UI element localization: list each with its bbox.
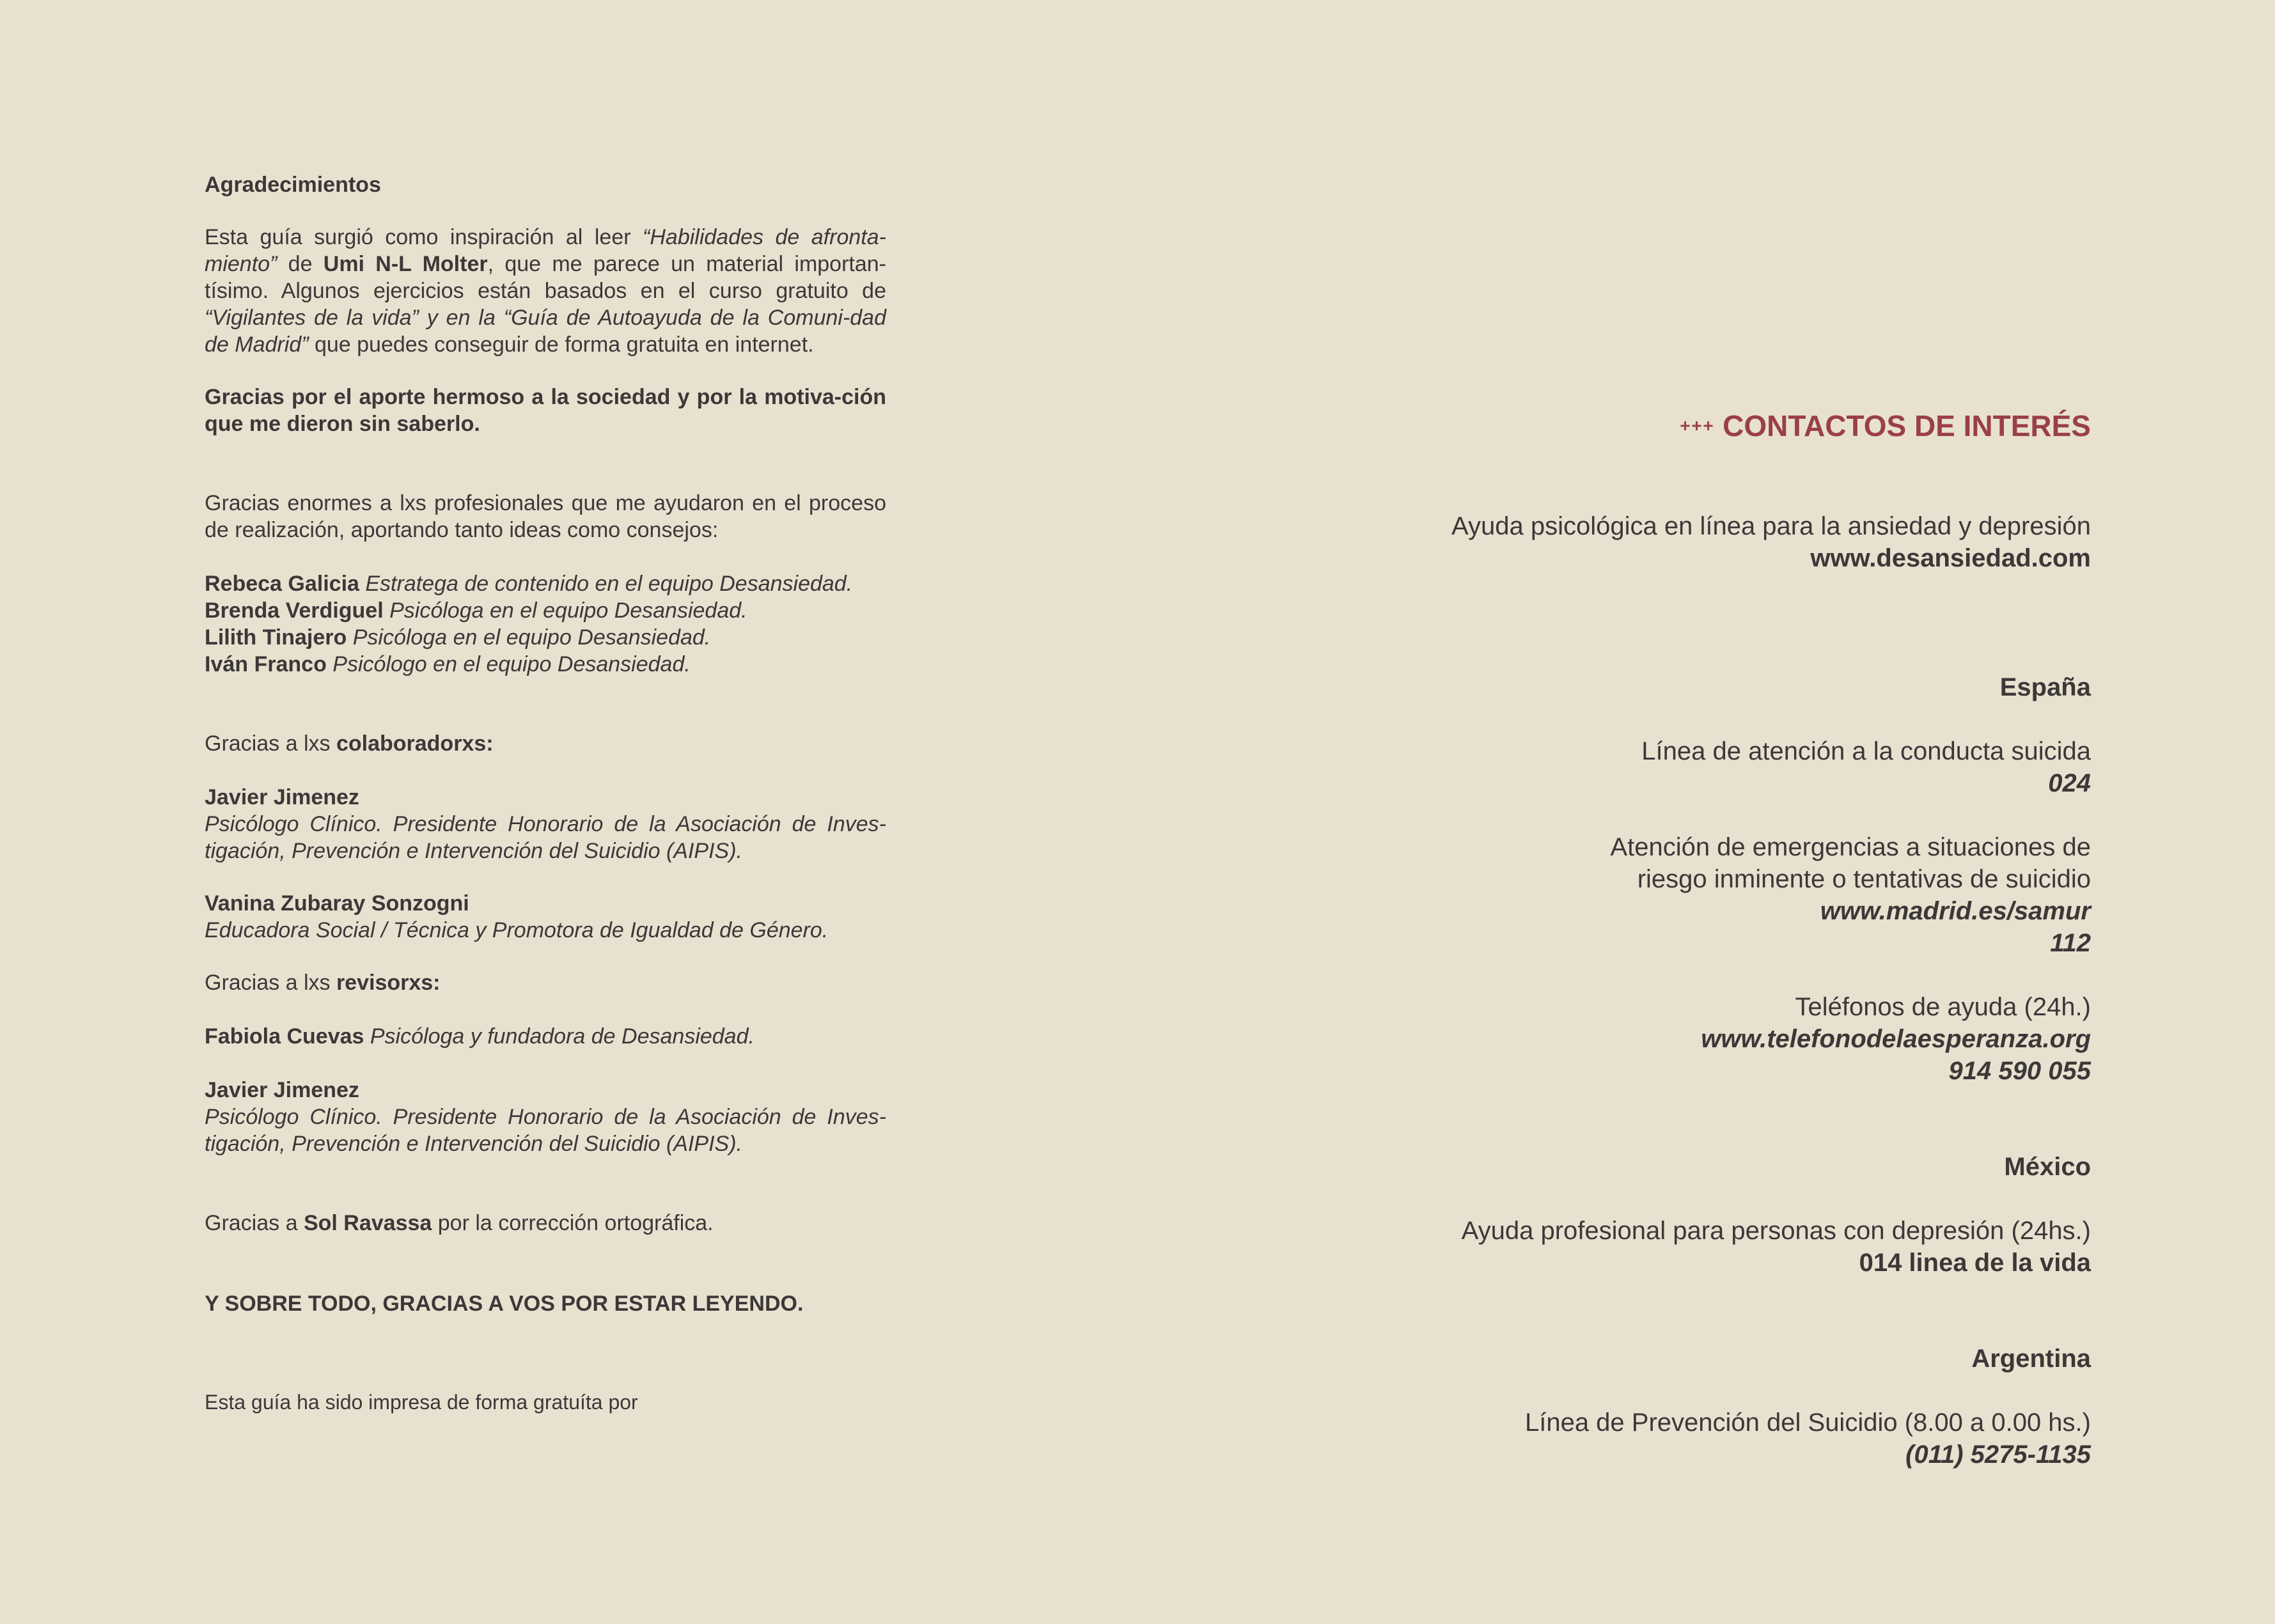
collaborator-1 [205,784,886,864]
person-role: Psicólogo Clínico. Presidente Honorario de la Asociación de Inves-tigación, Prevención e Intervención del Suicidio (AIPIS). [205,1105,886,1156]
intro-paragraph [205,224,886,358]
thanks-proofreader [205,1210,886,1237]
person-name: Lilith Tinajero [205,625,347,650]
collaborators-heading [205,730,886,757]
list-item [205,597,886,624]
mexico-line: Ayuda profesional para personas con depresión (24hs.) [1461,1217,2091,1245]
person-name: Fabiola Cuevas [205,1024,364,1049]
printed-by-note: Esta guía ha sido impresa de forma gratuíta por [205,1391,638,1414]
heading-text: Gracias a lxs [205,731,336,756]
person-name: Rebeca Galicia [205,572,359,596]
intro-text: de [277,252,324,276]
contacts-title [1311,408,2091,444]
intro-course-titles: “Vigilantes de la vida” y en la “Guía de Autoayuda de la Comuni-dad de Madrid” [205,306,886,357]
intro-text: que puedes conseguir de forma gratuita en internet. [308,332,814,357]
spain-line-2b: riesgo inminente o tentativas de suicidio [1637,865,2091,893]
spain-line-3: Teléfonos de ayuda (24h.) [1795,993,2091,1021]
person-role: Psicóloga y fundadora de Desansiedad. [370,1024,754,1049]
person-role: Psicóloga en el equipo Desansiedad. [352,625,711,650]
spain-number-2: 112 [2050,929,2091,957]
person-name: Iván Franco [205,652,327,676]
list-item [205,651,886,678]
intro-text: Esta guía surgió como inspiración al leer [205,225,643,249]
list-item [205,624,886,651]
intro-book-title: “Habilidades de afronta-miento” [205,225,886,276]
spain-url-2: www.madrid.es/samur [1820,897,2091,925]
thanks-society: Gracias por el aporte hermoso a la sociedad y por la motiva-ción que me dieron sin saberlo. [205,385,886,436]
heading-text: Gracias a lxs [205,971,336,995]
thanks-reader: Y SOBRE TODO, GRACIAS A VOS POR ESTAR LEYENDO. [205,1292,804,1316]
collaborator-2 [205,890,886,944]
person-name: Brenda Verdiguel [205,598,384,623]
person-name: Javier Jimenez [205,1078,359,1102]
person-role: Psicóloga en el equipo Desansiedad. [389,598,747,623]
intro-text: , que me parece un material importan-tísimo. Algunos ejercicios están basados en el curso gratuito de [205,252,886,303]
online-help-line: Ayuda psicológica en línea para la ansiedad y depresión [1451,512,2091,540]
reviewer-2 [205,1077,886,1157]
proofreader-name: Sol Ravassa [303,1211,432,1235]
spain-number-3: 914 590 055 [1948,1057,2091,1085]
person-name: Vanina Zubaray Sonzogni [205,891,469,916]
spain-line-2a: Atención de emergencias a situaciones de [1610,833,2091,861]
person-role: Psicólogo en el equipo Desansiedad. [332,652,691,676]
thanks-professionals: Gracias enormes a lxs profesionales que me ayudaron en el proceso de realización, aportando tanto ideas como consejos: [205,491,886,542]
text: por la corrección ortográfica. [432,1211,714,1235]
heading-keyword: revisorxs: [336,971,441,995]
online-help-url: www.desansiedad.com [1810,544,2091,572]
intro-author: Umi N-L Molter [323,252,488,276]
heading-keyword: colaboradorxs: [336,731,494,756]
contacts-title-text: CONTACTOS DE INTERÉS [1723,409,2091,442]
mexico-number: 014 linea de la vida [1859,1249,2091,1277]
professionals-list [205,570,886,678]
argentina-number: (011) 5275-1135 [1905,1441,2091,1469]
spain-number-1: 024 [2048,769,2091,797]
person-name: Javier Jimenez [205,785,359,809]
asterisks-icon [1680,421,1712,430]
country-argentina: Argentina [1971,1345,2091,1373]
person-role: Estratega de contenido en el equipo Desansiedad. [365,572,853,596]
argentina-line: Línea de Prevención del Suicidio (8.00 a 0.00 hs.) [1524,1409,2091,1437]
person-role: Psicólogo Clínico. Presidente Honorario de la Asociación de Inves-tigación, Prevención e Intervención del Suicidio (AIPIS). [205,812,886,863]
reviewers-heading [205,969,886,996]
reviewer-1 [205,1023,886,1050]
country-mexico: México [2004,1153,2091,1181]
acknowledgements-title: Agradecimientos [205,173,381,197]
text: Gracias a [205,1211,304,1235]
spain-line-1: Línea de atención a la conducta suicida [1641,737,2091,765]
person-role: Educadora Social / Técnica y Promotora de Igualdad de Género. [205,918,829,942]
spain-url-3: www.telefonodelaesperanza.org [1701,1025,2091,1053]
list-item [205,570,886,597]
country-spain: España [1999,673,2091,701]
